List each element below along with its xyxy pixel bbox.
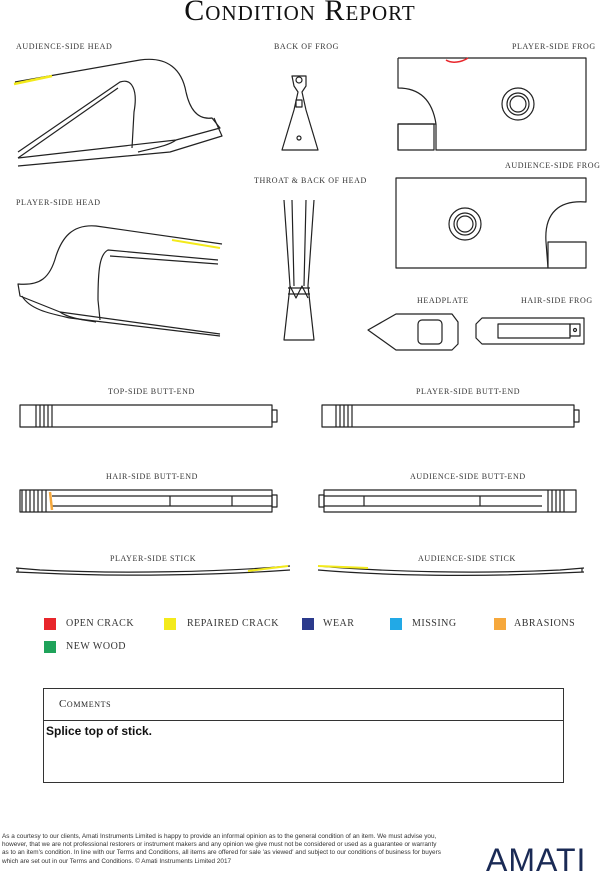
legend-swatch-abrasions	[494, 618, 506, 630]
comments-box	[43, 688, 564, 783]
label-top-side-butt-end: TOP-SIDE BUTT-END	[108, 387, 195, 396]
label-player-side-butt-end: PLAYER-SIDE BUTT-END	[416, 387, 521, 396]
label-throat-back-of-head: THROAT & BACK OF HEAD	[254, 176, 367, 185]
hair-side-frog-drawing	[476, 318, 584, 344]
label-player-side-head: PLAYER-SIDE HEAD	[16, 198, 101, 207]
legend-swatch-missing	[390, 618, 402, 630]
label-player-side-frog: PLAYER-SIDE FROG	[512, 42, 596, 51]
legend-label-new-wood: NEW WOOD	[66, 641, 127, 652]
abrasion-mark	[50, 492, 52, 510]
label-audience-side-stick: AUDIENCE-SIDE STICK	[418, 554, 516, 563]
comments-header	[44, 689, 563, 721]
comments-heading: Comments	[59, 698, 112, 710]
label-audience-side-frog: AUDIENCE-SIDE FROG	[505, 161, 600, 170]
open-crack-mark	[446, 58, 468, 62]
player-side-butt-end-drawing	[322, 405, 579, 427]
audience-side-head-drawing	[15, 59, 222, 166]
label-hair-side-butt-end: HAIR-SIDE BUTT-END	[106, 472, 199, 481]
legend-label-missing: MISSING	[412, 618, 457, 629]
label-audience-side-butt-end: AUDIENCE-SIDE BUTT-END	[410, 472, 526, 481]
legend-swatch-wear	[302, 618, 314, 630]
repaired-crack-mark-4	[318, 566, 368, 568]
audience-side-frog-drawing	[396, 178, 586, 268]
legend	[44, 618, 576, 664]
player-side-frog-drawing	[398, 58, 586, 150]
headplate-drawing	[368, 314, 458, 350]
label-back-of-frog: BACK OF FROG	[274, 42, 339, 51]
label-audience-side-head: AUDIENCE-SIDE HEAD	[16, 42, 113, 51]
page-title: Condition Report	[184, 0, 416, 27]
repaired-crack-mark	[14, 76, 52, 84]
label-player-side-stick: PLAYER-SIDE STICK	[110, 554, 197, 563]
legend-swatch-open-crack	[44, 618, 56, 630]
legend-swatch-repaired-crack	[164, 618, 176, 630]
repaired-crack-mark-2	[172, 240, 220, 248]
legend-label-wear: WEAR	[323, 618, 355, 629]
audience-side-butt-end-drawing	[319, 490, 576, 512]
label-hair-side-frog: HAIR-SIDE FROG	[521, 296, 593, 305]
throat-back-of-head-drawing	[284, 200, 314, 340]
hair-side-butt-end-drawing	[20, 490, 277, 512]
amati-logo: AMATI	[486, 842, 587, 878]
label-headplate: HEADPLATE	[417, 296, 469, 305]
comments-text[interactable]: Splice top of stick.	[46, 724, 153, 738]
disclaimer-text: As a courtesy to our clients, Amati Instruments Limited is happy to provide an informal opinion as to the general condition of an item. We must advise you, however, that we are not professional restorers or instrument makers and any opinion we give must not be considered or used as a guarantee or warranty as to an item's condition. In line with our Terms and Conditions, all items are offered for sale 'as viewed' and subject to our conditions of business for buyers which are set out in our Terms and Conditions. © Amati Instruments Limited 2017	[2, 833, 441, 865]
legend-label-repaired-crack: REPAIRED CRACK	[187, 618, 279, 629]
legend-label-open-crack: OPEN CRACK	[66, 618, 135, 629]
top-side-butt-end-drawing	[20, 405, 277, 427]
back-of-frog-drawing	[282, 76, 318, 150]
legend-swatch-new-wood	[44, 641, 56, 653]
legend-label-abrasions: ABRASIONS	[514, 618, 576, 629]
